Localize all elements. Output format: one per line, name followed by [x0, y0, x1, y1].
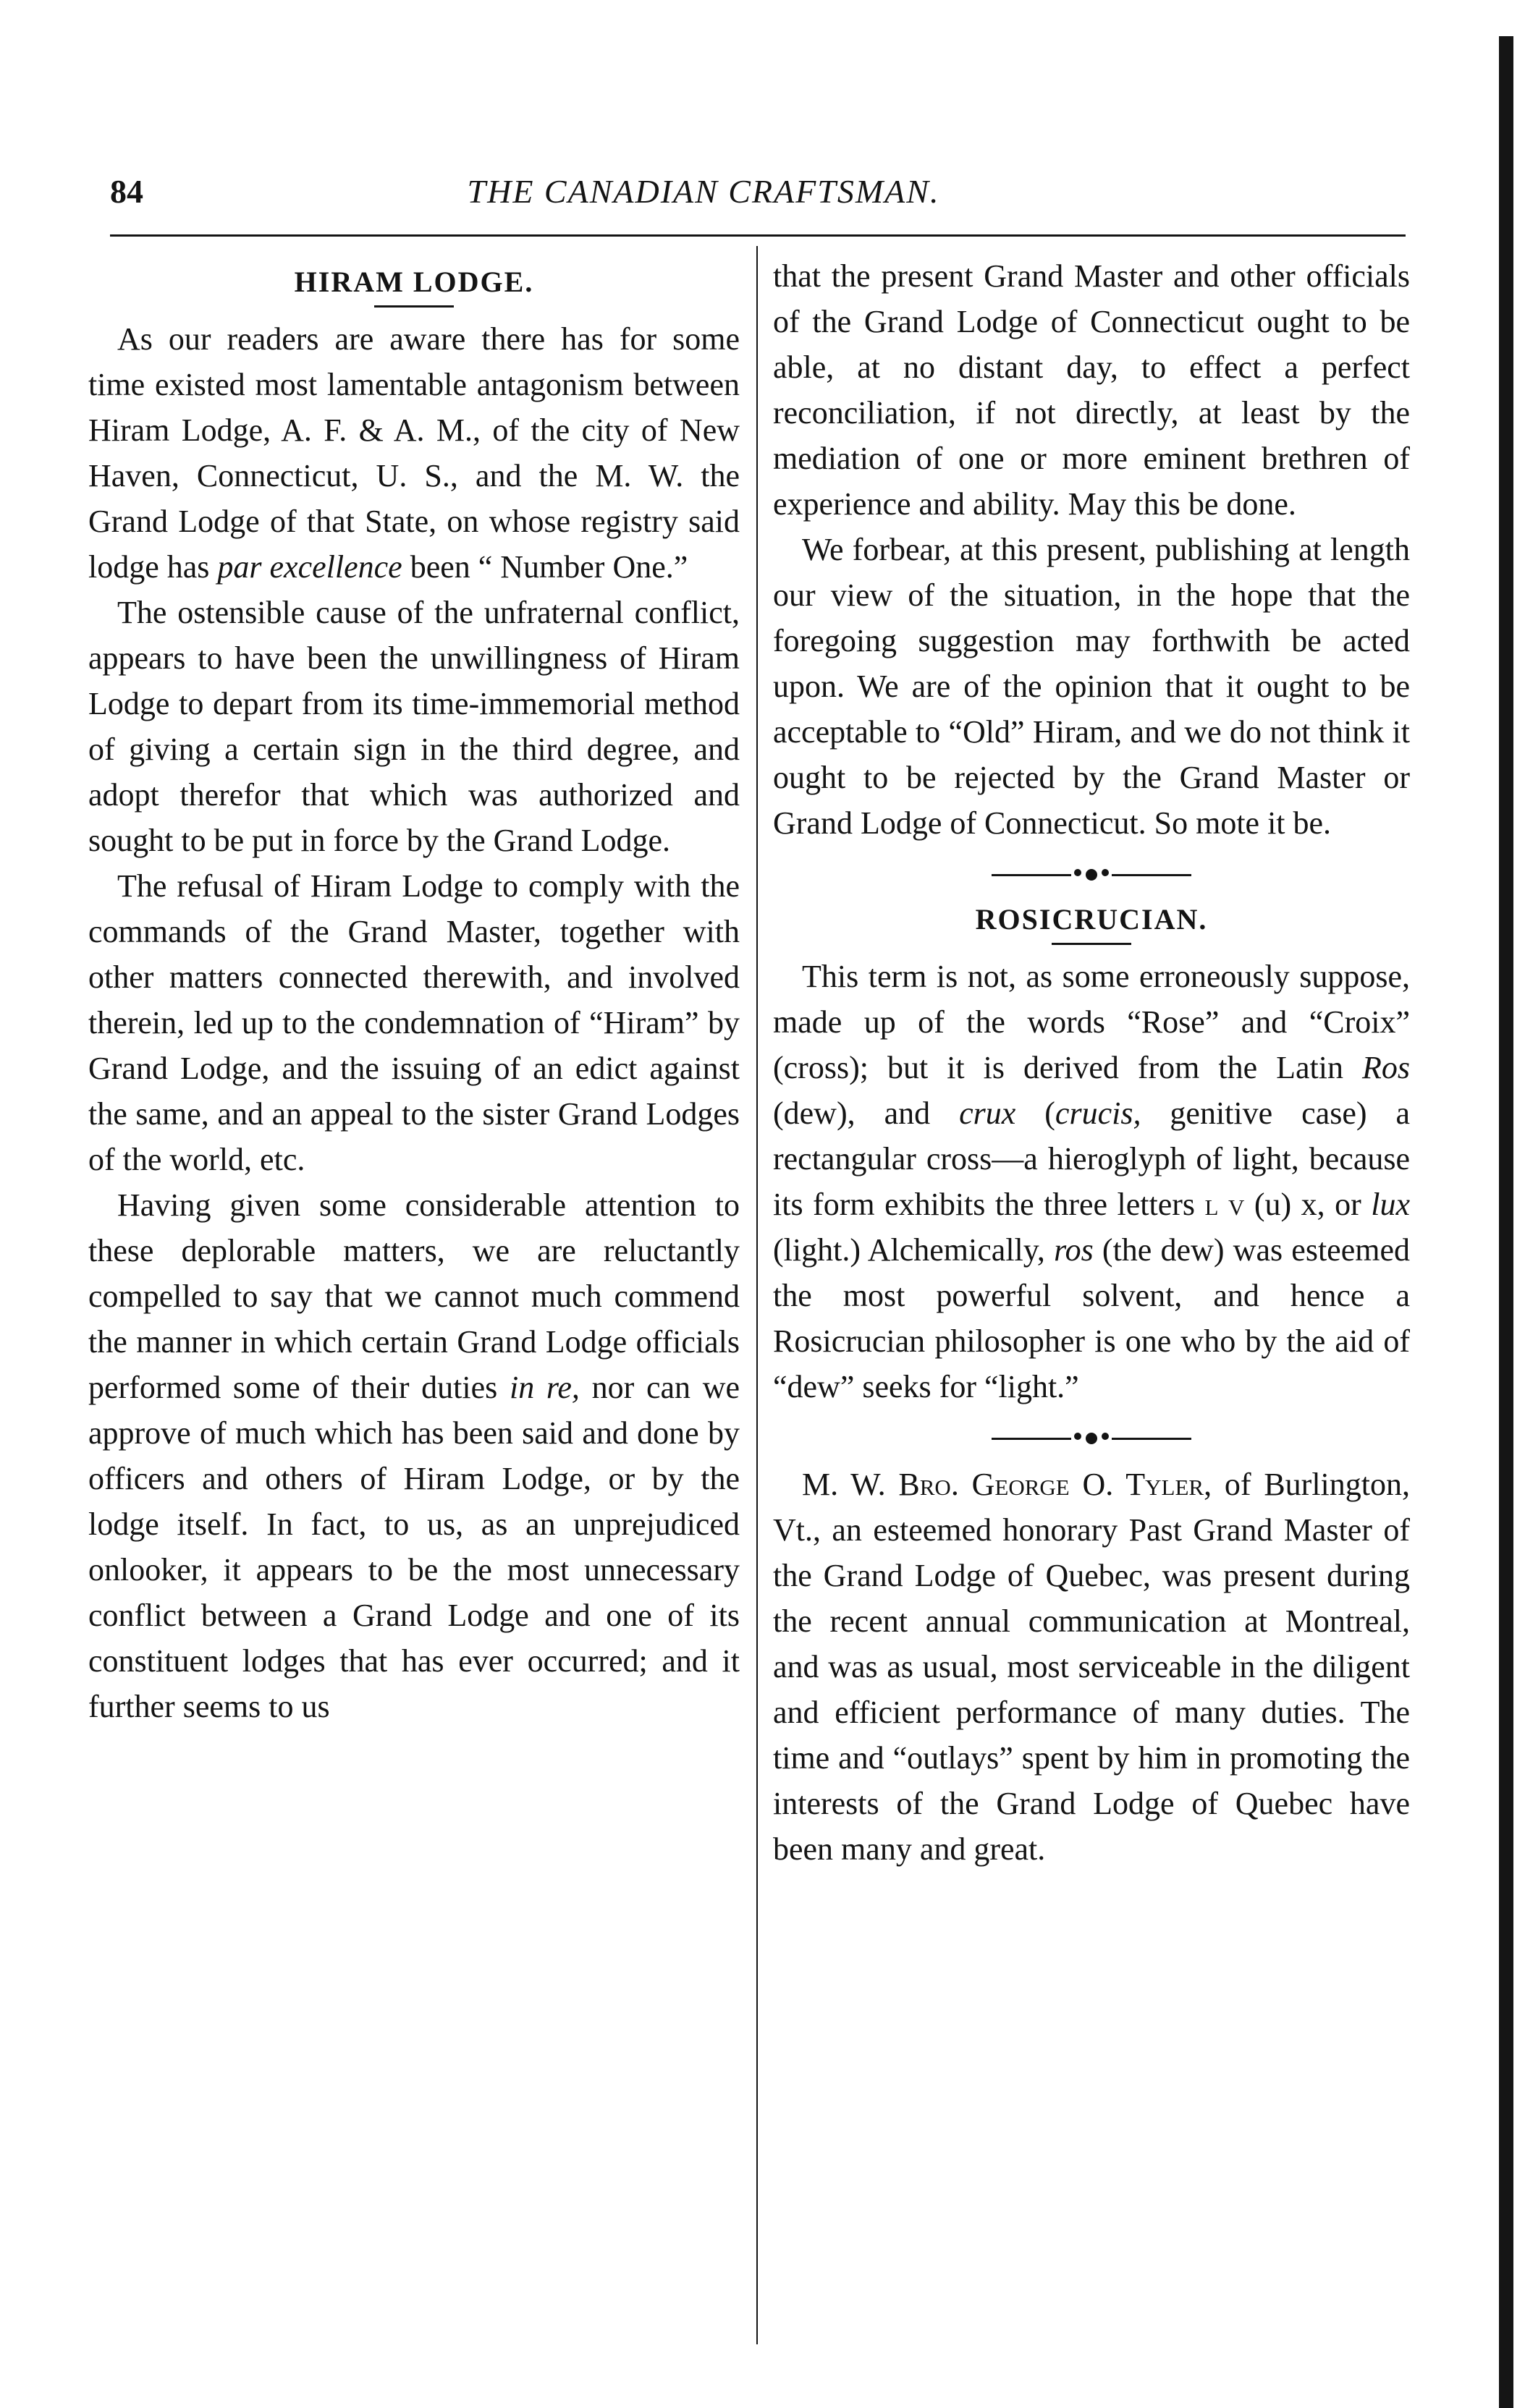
title-rule: [1052, 943, 1131, 945]
running-head: [110, 172, 1406, 217]
scan-edge-bar: [1499, 36, 1513, 2408]
hiram-paragraph-6: We forbear, at this present, publishing at length our view of the situation, in the hope that the foregoing suggestion may forthwith be acted upon. We are of the opinion that it ought to be acceptable to “Old” Hiram, and we do not think it ought to be rejected by the Grand Master or Grand Lodge of Connecticut. So mote it be.: [773, 532, 1410, 841]
section-ornament: [773, 868, 1410, 882]
hiram-paragraph-3: The refusal of Hiram Lodge to comply with the commands of the Grand Master, together with other matters connected therewith, and involved therein, led up to the condemnation of “Hiram” by Grand Lodge, and the issuing of an edict against the same, and an appeal to the sister Grand Lodges of the world, etc.: [88, 868, 740, 1177]
running-title: THE CANADIAN CRAFTSMAN.: [467, 173, 940, 210]
column-divider: [756, 246, 758, 2344]
tyler-lead: M. W. Bro. George O. Tyler,: [802, 1467, 1212, 1502]
header-rule: [110, 234, 1406, 237]
hiram-paragraph-4: Having given some considerable attention to these deplorable matters, we are reluctantly compelled to say that we cannot much commend the manner in which certain Grand Lodge officials performed some of their duties in re, nor can we approve of much which has been said and done by officers and others of Hiram Lodge, or by the lodge itself. In fact, to us, as an unprejudiced onlooker, it appears to be the most unnecessary conflict between a Grand Lodge and one of its constituent lodges that has ever occurred; and it further seems to us: [88, 1187, 740, 1724]
section-ornament: [773, 1431, 1410, 1446]
italic-phrase: in re,: [509, 1370, 580, 1405]
title-rule: [374, 305, 454, 308]
hiram-lodge-title: HIRAM LODGE.: [294, 266, 534, 298]
hiram-paragraph-5: that the present Grand Master and other officials of the Grand Lodge of Connecticut ought to be able, at no distant day, to effect a perfect reconciliation, if not directly, at least by the mediation of one or more eminent brethren of experience and ability. May this be done.: [773, 258, 1410, 522]
rosicrucian-title: ROSICRUCIAN.: [975, 903, 1208, 936]
right-column: [773, 253, 1410, 2337]
left-column: [88, 253, 740, 2337]
tyler-paragraph: M. W. Bro. George O. Tyler, of Burlington, Vt., an esteemed honorary Past Grand Master of the Grand Lodge of Quebec, was present during the recent annual communication at Montreal, and was as usual, most serviceable in the diligent and efficient performance of many duties. The time and “outlays” spent by him in promoting the interests of the Grand Lodge of Quebec have been many and great.: [773, 1467, 1410, 1867]
hiram-paragraph-1: As our readers are aware there has for some time existed most lamentable antagonism between Hiram Lodge, A. F. & A. M., of the city of New Haven, Connecticut, U. S., and the M. W. the Grand Lodge of that State, on whose registry said lodge has par excellence been “ Number One.”: [88, 321, 740, 585]
rosicrucian-paragraph: This term is not, as some erroneously suppose, made up of the words “Rose” and “Croix” (cross); but it is derived from the Latin Ros (dew), and crux (crucis, genitive case) a rectangular cross—a hieroglyph of light, because its form exhibits the three letters l v (u) x, or lux (light.) Alchemically, ros (the dew) was esteemed the most powerful solvent, and hence a Rosicrucian philosopher is one who by the aid of “dew” seeks for “light.”: [773, 959, 1410, 1404]
page-number: 84: [110, 173, 143, 210]
hiram-paragraph-2: The ostensible cause of the unfraternal conflict, appears to have been the unwillingness of Hiram Lodge to depart from its time-immemorial method of giving a certain sign in the third degree, and adopt therefor that which was authorized and sought to be put in force by the Grand Lodge.: [88, 595, 740, 858]
italic-phrase: par excellence: [217, 549, 402, 585]
